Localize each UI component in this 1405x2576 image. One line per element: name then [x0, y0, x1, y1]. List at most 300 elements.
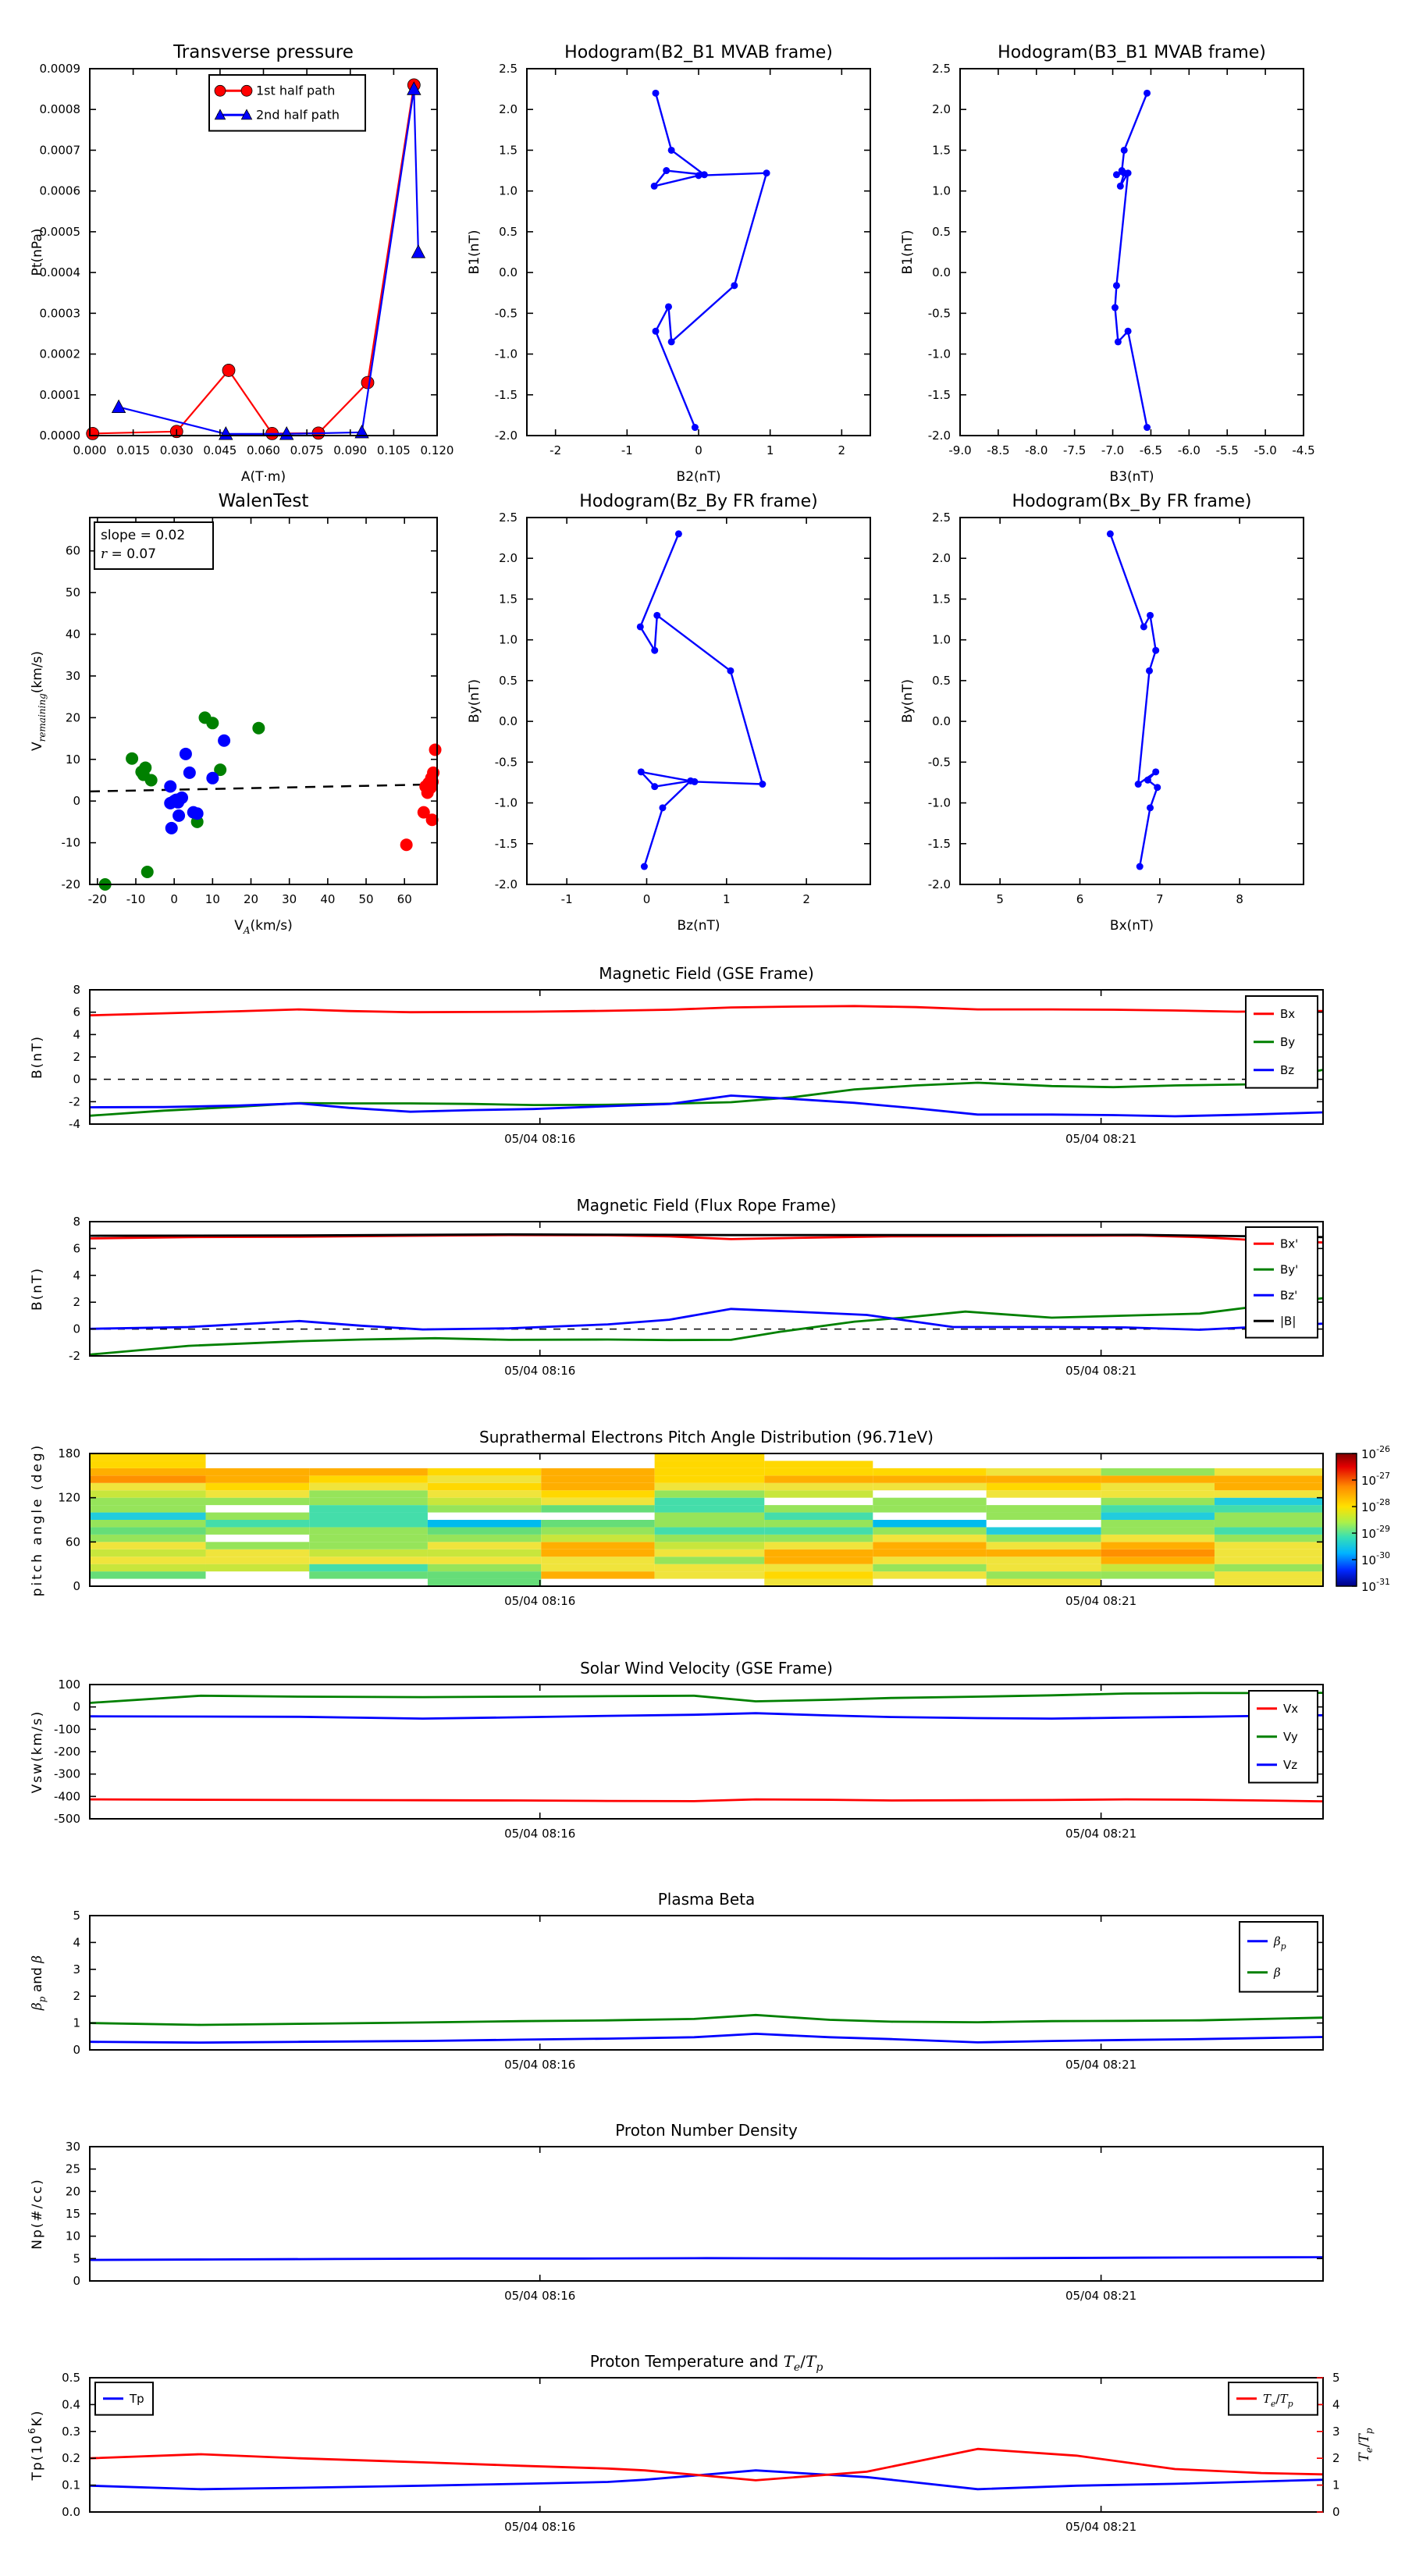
y2-axis-label: $T_e/T_p$ — [1357, 2428, 1375, 2462]
x-axis-label: $V_A(km/s)$ — [234, 918, 293, 936]
pad-cell — [90, 1527, 206, 1534]
legend-label: Bx' — [1280, 1236, 1299, 1251]
pad-cell — [309, 1475, 428, 1482]
pad-cell — [1215, 1475, 1323, 1482]
pad-cell — [764, 1475, 873, 1482]
pad-cell — [428, 1490, 541, 1497]
y-tick-label: 100 — [58, 1678, 80, 1692]
pad-cell — [206, 1550, 310, 1557]
series-By' — [90, 1298, 1323, 1354]
annotation-line: slope = 0.02 — [101, 528, 186, 543]
series-B2B1 — [654, 93, 767, 427]
x-axis-label: A(T·m) — [240, 469, 286, 485]
x-tick-label: -7.0 — [1101, 443, 1125, 457]
pad-cell — [90, 1505, 206, 1512]
axes-frame — [527, 518, 870, 884]
legend-box — [1240, 1922, 1318, 1992]
pad-cell — [428, 1579, 541, 1586]
marker-circle — [241, 85, 252, 96]
y-axis-label: By(nT) — [467, 678, 482, 724]
pad-cell — [309, 1520, 428, 1527]
marker-dot — [727, 667, 734, 674]
colorbar-tick-label: $10^{-28}$ — [1361, 1497, 1391, 1514]
y-tick-label: 0.0 — [932, 265, 951, 280]
pad-cell — [764, 1468, 873, 1475]
pad-cell — [541, 1520, 654, 1527]
y-tick-label: 0.0 — [499, 265, 518, 280]
pad-panel — [30, 1428, 1390, 1608]
axes-frame — [90, 1222, 1323, 1356]
y-tick-label: 10 — [65, 2229, 80, 2243]
marker-dot — [191, 807, 204, 820]
pad-cell — [90, 1461, 206, 1468]
marker-dot — [1152, 768, 1159, 775]
pad-cell — [764, 1542, 873, 1549]
pad-cell — [764, 1505, 873, 1512]
marker-dot — [1147, 612, 1154, 619]
x-tick-label: 05/04 08:21 — [1065, 2058, 1137, 2072]
pad-cell — [1101, 1564, 1215, 1571]
legend-label: Bz' — [1280, 1288, 1298, 1303]
y-tick-label: 1 — [73, 2016, 80, 2030]
x-tick-label: 0 — [170, 892, 178, 906]
marker-dot — [731, 282, 738, 289]
marker-dot — [638, 768, 645, 775]
marker-dot — [139, 761, 151, 774]
pad-cell — [541, 1535, 654, 1542]
legend-label: $T_e/T_p$ — [1263, 2391, 1293, 2409]
panel-title: Hodogram(Bz_By FR frame) — [579, 492, 818, 511]
x-tick-label: 7 — [1156, 892, 1164, 906]
pad-cell — [987, 1564, 1101, 1571]
marker-dot — [1152, 647, 1159, 654]
y-tick-label: 3 — [73, 1962, 80, 1976]
y-tick-label: 40 — [65, 627, 80, 642]
pad-cell — [206, 1542, 310, 1549]
pad-cell — [428, 1475, 541, 1482]
pad-cell — [1215, 1579, 1323, 1586]
pad-cell — [90, 1483, 206, 1490]
y-axis-label: Np(#/cc) — [30, 2178, 45, 2250]
axes-frame — [90, 2147, 1323, 2281]
marker-dot — [759, 781, 766, 788]
pad-cell — [309, 1505, 428, 1512]
hodogram-b3b1-plot — [900, 43, 1315, 485]
x-tick-label: 05/04 08:16 — [504, 2289, 576, 2303]
pad-cell — [90, 1453, 206, 1461]
pad-cell — [309, 1535, 428, 1542]
pad-cell — [428, 1468, 541, 1475]
pad-cell — [428, 1564, 541, 1571]
marker-dot — [692, 424, 699, 431]
pad-cell — [206, 1468, 310, 1475]
pad-cell — [1101, 1498, 1215, 1505]
pad-cell — [873, 1571, 986, 1578]
y-tick-label: 6 — [73, 1241, 80, 1256]
y2-tick-label: 0 — [1332, 2505, 1340, 2519]
pad-cell — [206, 1527, 310, 1534]
colorbar-tick-label: $10^{-26}$ — [1361, 1444, 1391, 1461]
pad-cell — [90, 1550, 206, 1557]
y-tick-label: -1.5 — [494, 836, 518, 851]
colorbar — [1336, 1453, 1357, 1586]
y-tick-label: 0.2 — [62, 2451, 80, 2466]
x-tick-label: 05/04 08:16 — [504, 2058, 576, 2072]
marker-dot — [429, 743, 442, 756]
marker-dot — [641, 863, 648, 870]
pad-cell — [90, 1571, 206, 1578]
pad-cell — [987, 1571, 1101, 1578]
y-tick-label: -1.5 — [494, 387, 518, 402]
x-tick-label: 05/04 08:21 — [1065, 1132, 1137, 1146]
x-tick-label: -1 — [560, 892, 573, 906]
y-tick-label: 4 — [73, 1268, 80, 1283]
y-tick-label: 30 — [65, 2140, 80, 2154]
pad-cell — [655, 1527, 765, 1534]
x-tick-label: 0 — [695, 443, 702, 457]
pad-cell — [1215, 1513, 1323, 1520]
y-tick-label: 2.0 — [499, 551, 518, 566]
y-tick-label: 180 — [58, 1446, 80, 1461]
y-tick-label: 2.5 — [932, 511, 951, 525]
pad-cell — [655, 1453, 765, 1461]
x-tick-label: 05/04 08:21 — [1065, 1364, 1137, 1378]
legend-label: By' — [1280, 1262, 1299, 1277]
y-axis-label: $\beta_p$ and β — [30, 1955, 48, 2011]
pad-cell — [428, 1527, 541, 1534]
pad-cell — [764, 1483, 873, 1490]
x-tick-label: 05/04 08:16 — [504, 1132, 576, 1146]
pad-cell — [428, 1550, 541, 1557]
y-tick-label: 20 — [65, 2184, 80, 2199]
pad-cell — [655, 1564, 765, 1571]
pad-cell — [90, 1468, 206, 1475]
y-tick-label: 50 — [65, 585, 80, 600]
marker-dot — [695, 172, 702, 179]
y-tick-label: 2.5 — [932, 62, 951, 76]
y-tick-label: -2.0 — [927, 429, 951, 443]
pad-cell — [1101, 1483, 1215, 1490]
y2-tick-label: 5 — [1332, 2371, 1340, 2385]
y2-tick-label: 4 — [1332, 2397, 1340, 2412]
y-tick-label: 4 — [73, 1027, 80, 1042]
marker-dot — [1147, 804, 1154, 811]
y-tick-label: -2.0 — [494, 877, 518, 891]
axes-frame — [527, 69, 870, 436]
panel-title: Suprathermal Electrons Pitch Angle Distribution (96.71eV) — [479, 1428, 934, 1446]
x-tick-label: 8 — [1236, 892, 1243, 906]
y-tick-label: 2.0 — [932, 551, 951, 566]
y-tick-label: 0.0004 — [39, 265, 80, 280]
x-tick-label: 5 — [996, 892, 1004, 906]
series-Vy — [90, 1693, 1323, 1703]
pad-cell — [90, 1542, 206, 1549]
x-tick-label: 30 — [282, 892, 297, 906]
x-tick-label: -6.5 — [1139, 443, 1163, 457]
panel-title: Magnetic Field (GSE Frame) — [599, 964, 814, 983]
y-tick-label: 0.1 — [62, 2478, 80, 2492]
pad-cell — [541, 1505, 654, 1512]
pad-cell — [1101, 1490, 1215, 1497]
y2-tick-label: 2 — [1332, 2451, 1340, 2466]
pad-cell — [541, 1490, 654, 1497]
y-tick-label: 1.0 — [932, 183, 951, 198]
pad-cell — [428, 1571, 541, 1578]
pad-cell — [428, 1535, 541, 1542]
pad-cell — [655, 1542, 765, 1549]
pad-cell — [1215, 1535, 1323, 1542]
pad-cell — [1215, 1520, 1323, 1527]
pad-cell — [541, 1483, 654, 1490]
x-axis-label: B3(nT) — [1109, 469, 1154, 485]
pad-cell — [309, 1557, 428, 1564]
y-tick-label: -1.5 — [927, 836, 951, 851]
pad-cell — [1215, 1550, 1323, 1557]
hodogram-b2b1-plot — [467, 43, 870, 485]
y-tick-label: -10 — [61, 835, 80, 850]
pad-cell — [655, 1468, 765, 1475]
y-tick-label: 4 — [73, 1935, 80, 1950]
series-beta_p — [90, 2033, 1323, 2042]
beta-panel — [30, 1890, 1323, 2072]
y-tick-label: 5 — [73, 1909, 80, 1923]
y-tick-label: 30 — [65, 668, 80, 683]
pad-cell — [1215, 1498, 1323, 1505]
y-tick-label: 2 — [73, 1050, 80, 1064]
marker-dot — [180, 748, 192, 760]
pad-cell — [764, 1461, 873, 1468]
x-tick-label: 0.075 — [290, 443, 324, 457]
series-Bz' — [90, 1309, 1323, 1330]
axes-frame — [960, 69, 1304, 436]
pad-cell — [1215, 1468, 1323, 1475]
y-tick-label: 5 — [73, 2251, 80, 2266]
y-tick-label: -0.5 — [494, 755, 518, 770]
x-tick-label: -6.0 — [1177, 443, 1200, 457]
x-tick-label: 2 — [838, 443, 846, 457]
y-tick-label: 60 — [65, 1535, 80, 1550]
pad-cell — [90, 1475, 206, 1482]
marker-dot — [1144, 424, 1151, 431]
x-tick-label: 05/04 08:16 — [504, 1827, 576, 1841]
y-tick-label: 1.0 — [499, 632, 518, 647]
y-tick-label: 0.0 — [932, 714, 951, 729]
marker-dot — [763, 169, 770, 176]
marker-dot — [1117, 183, 1124, 190]
y-tick-label: 2 — [73, 1989, 80, 2004]
x-tick-label: 1 — [766, 443, 774, 457]
marker-dot — [183, 767, 196, 779]
pad-cell — [541, 1527, 654, 1534]
y2-tick-label: 1 — [1332, 2478, 1340, 2492]
y-tick-label: 0 — [73, 1579, 80, 1593]
marker-dot — [165, 822, 178, 834]
marker-dot — [400, 838, 413, 851]
marker-circle — [222, 364, 235, 376]
pad-cell — [873, 1483, 986, 1490]
marker-dot — [1115, 338, 1122, 345]
pad-cell — [206, 1475, 310, 1482]
marker-dot — [252, 722, 265, 735]
b-fr-panel — [30, 1196, 1323, 1378]
y-tick-label: 0.0003 — [39, 306, 80, 321]
pad-cell — [206, 1564, 310, 1571]
x-tick-label: 2 — [802, 892, 810, 906]
colorbar-tick-label: $10^{-27}$ — [1361, 1471, 1391, 1488]
pad-cell — [987, 1557, 1101, 1564]
marker-dot — [173, 809, 185, 822]
x-tick-label: -1 — [621, 443, 633, 457]
y-tick-label: -0.5 — [927, 306, 951, 321]
pad-cell — [1215, 1490, 1323, 1497]
marker-dot — [218, 735, 230, 747]
pad-cell — [655, 1520, 765, 1527]
pad-cell — [541, 1468, 654, 1475]
pad-cell — [1101, 1520, 1215, 1527]
legend-label: Bz — [1280, 1062, 1295, 1077]
y-axis-label: B(nT) — [30, 1034, 45, 1080]
tp-panel — [27, 2352, 1375, 2534]
pad-cell — [90, 1557, 206, 1564]
pad-cell — [987, 1468, 1101, 1475]
pad-cell — [873, 1557, 986, 1564]
pad-cell — [1101, 1468, 1215, 1475]
marker-dot — [164, 780, 176, 792]
y-tick-label: 120 — [58, 1490, 80, 1505]
np-panel — [30, 2121, 1323, 2303]
panel-title: Proton Number Density — [615, 2121, 798, 2140]
marker-dot — [637, 623, 644, 630]
pad-cell — [1215, 1542, 1323, 1549]
y-tick-label: 6 — [73, 1005, 80, 1019]
panel-title: Solar Wind Velocity (GSE Frame) — [580, 1659, 833, 1678]
x-tick-label: -7.5 — [1063, 443, 1087, 457]
pad-cell — [655, 1483, 765, 1490]
pad-cell — [428, 1483, 541, 1490]
pad-cell — [428, 1557, 541, 1564]
series-Te/Tp — [90, 2449, 1323, 2480]
marker-circle — [215, 85, 226, 96]
y-axis-label: B1(nT) — [900, 229, 916, 275]
pad-cell — [206, 1490, 310, 1497]
pad-cell — [1101, 1475, 1215, 1482]
x-tick-label: -10 — [126, 892, 146, 906]
pad-cell — [206, 1557, 310, 1564]
pad-cell — [764, 1564, 873, 1571]
pad-cell — [1215, 1527, 1323, 1534]
pad-cell — [655, 1557, 765, 1564]
pad-cell — [655, 1550, 765, 1557]
y-tick-label: -2 — [69, 1349, 80, 1363]
x-tick-label: 05/04 08:16 — [504, 1594, 576, 1608]
series-fit — [90, 785, 437, 792]
b-gse-panel — [30, 964, 1323, 1146]
panel-title: Hodogram(B3_B1 MVAB frame) — [998, 43, 1266, 62]
y-tick-label: 15 — [65, 2207, 80, 2221]
y-tick-label: 2.5 — [499, 511, 518, 525]
pad-cell — [1101, 1571, 1215, 1578]
pad-cell — [309, 1550, 428, 1557]
legend-label: $\beta_p$ — [1274, 1934, 1286, 1952]
marker-circle — [87, 427, 99, 439]
y-tick-label: 1.5 — [499, 592, 518, 607]
y-tick-label: 0.0008 — [39, 102, 80, 117]
pad-cell — [873, 1520, 986, 1527]
pad-cell — [873, 1527, 986, 1534]
x-tick-label: 1 — [723, 892, 731, 906]
y-axis-label: B(nT) — [30, 1266, 45, 1311]
pad-cell — [873, 1564, 986, 1571]
y-tick-label: 0.0006 — [39, 183, 80, 198]
pad-cell — [873, 1542, 986, 1549]
axes-frame — [90, 1916, 1323, 2050]
marker-dot — [1135, 781, 1142, 788]
marker-dot — [145, 774, 158, 786]
pad-cell — [309, 1564, 428, 1571]
x-axis-label: Bx(nT) — [1109, 918, 1154, 934]
legend-label: Bx — [1280, 1006, 1296, 1021]
pad-cell — [764, 1490, 873, 1497]
pad-cell — [655, 1571, 765, 1578]
marker-dot — [1107, 530, 1114, 537]
marker-dot — [1140, 623, 1147, 630]
pad-cell — [655, 1490, 765, 1497]
y-tick-label: -1.0 — [494, 347, 518, 361]
pad-cell — [1215, 1564, 1323, 1571]
y-tick-label: 1.0 — [499, 183, 518, 198]
legend-label: Vx — [1283, 1701, 1299, 1716]
pad-cell — [90, 1520, 206, 1527]
pad-cell — [1215, 1571, 1323, 1578]
marker-dot — [1125, 328, 1132, 335]
marker-dot — [659, 804, 666, 811]
y-tick-label: -1.0 — [927, 795, 951, 810]
pad-cell — [309, 1468, 428, 1475]
y-axis-label: $Tp(10^6K)$ — [27, 2409, 45, 2481]
y-tick-label: -0.5 — [927, 755, 951, 770]
marker-dot — [1121, 147, 1128, 154]
marker-circle — [361, 376, 374, 389]
y-tick-label: 0 — [73, 1072, 80, 1087]
pad-cell — [90, 1513, 206, 1520]
marker-dot — [651, 183, 658, 190]
pad-cell — [987, 1579, 1101, 1586]
marker-dot — [675, 530, 682, 537]
series-Vx — [90, 1799, 1323, 1802]
x-tick-label: -9.0 — [948, 443, 972, 457]
y-tick-label: 25 — [65, 2161, 80, 2176]
x-tick-label: -8.5 — [987, 443, 1010, 457]
marker-triangle — [411, 245, 425, 258]
x-tick-label: 50 — [358, 892, 374, 906]
legend-label: By — [1280, 1034, 1296, 1049]
y-tick-label: -20 — [61, 877, 80, 891]
pad-cell — [987, 1490, 1101, 1497]
x-tick-label: 20 — [243, 892, 259, 906]
marker-dot — [126, 753, 138, 765]
y-tick-label: 1.5 — [499, 143, 518, 158]
pad-cell — [987, 1475, 1101, 1482]
pad-cell — [428, 1520, 541, 1527]
pad-cell — [655, 1498, 765, 1505]
hodogram-bzby-plot — [467, 492, 870, 934]
legend-label: Vz — [1283, 1757, 1298, 1772]
y-tick-label: 2.5 — [499, 62, 518, 76]
pad-cell — [764, 1527, 873, 1534]
pad-cell — [309, 1513, 428, 1520]
y-tick-label: -1.0 — [927, 347, 951, 361]
y-tick-label: 0.5 — [499, 673, 518, 688]
